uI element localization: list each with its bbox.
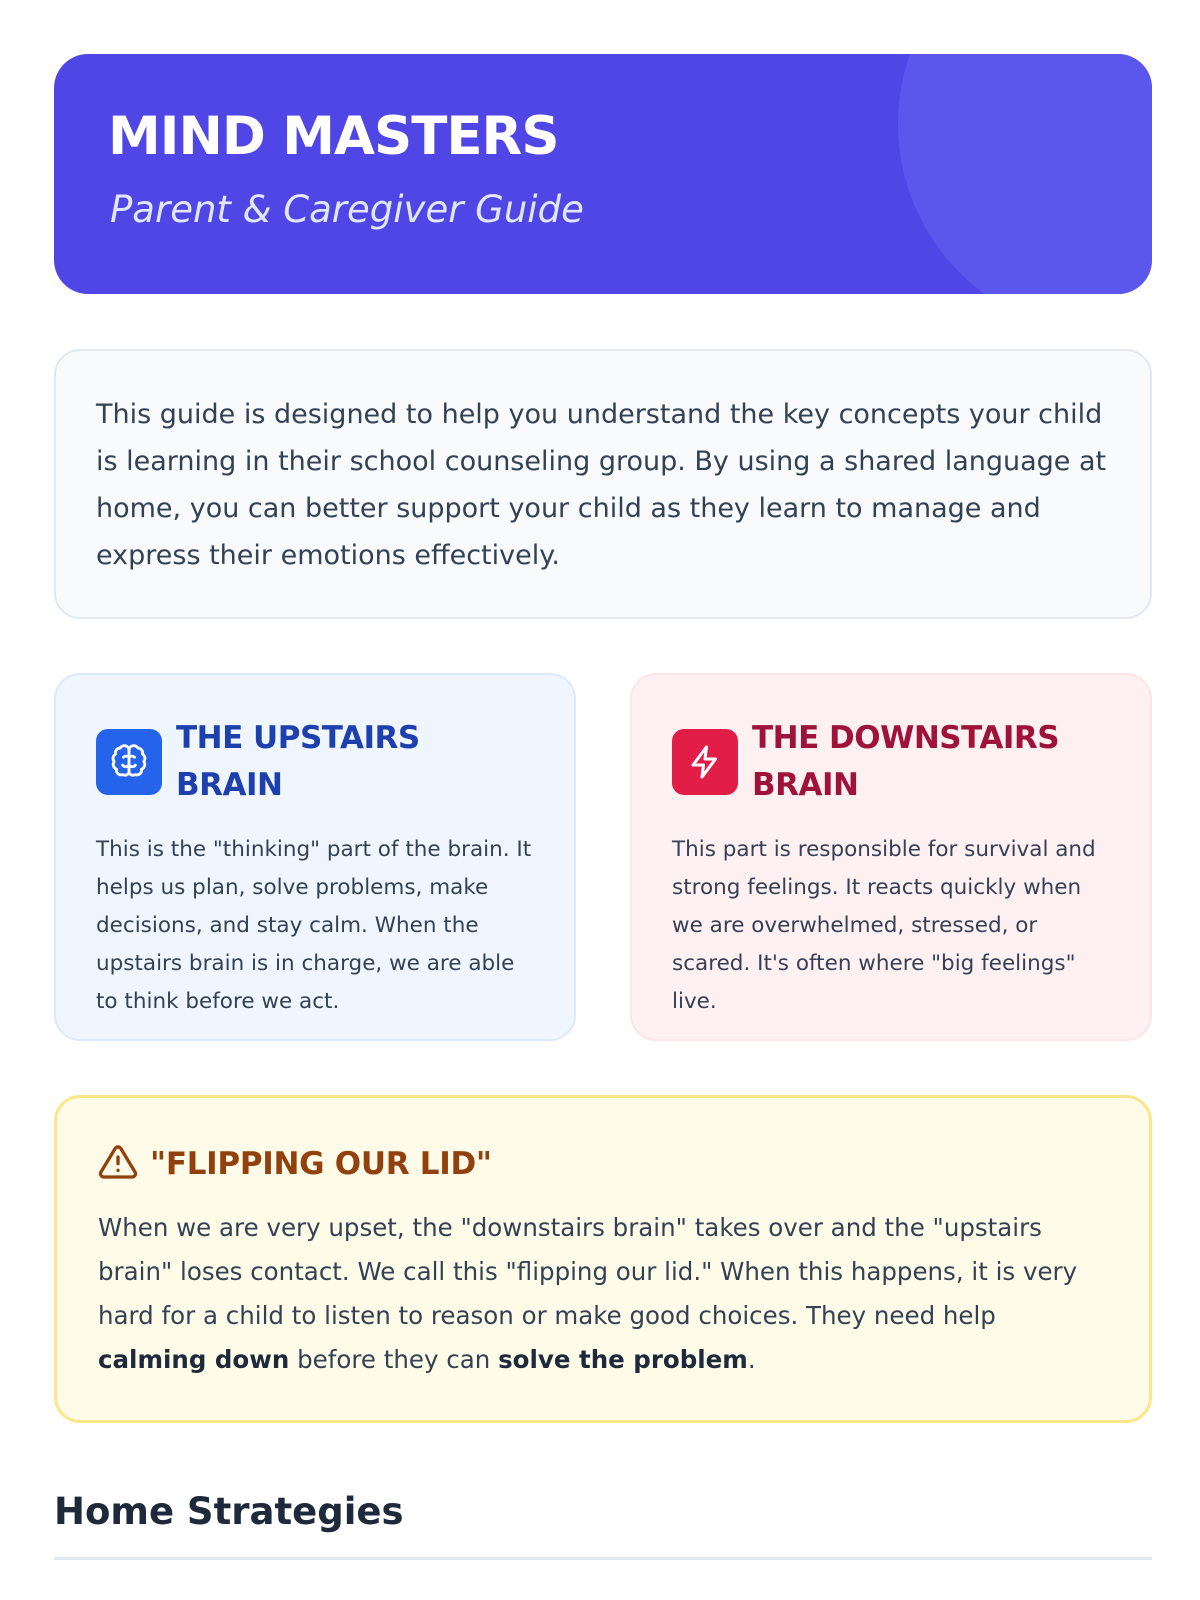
warning-triangle-icon <box>98 1142 138 1186</box>
header-banner <box>54 54 1152 294</box>
upstairs-brain-card <box>54 673 576 1041</box>
section-divider <box>54 1557 1152 1560</box>
downstairs-brain-text: This part is responsible for survival and strong feelings. It reacts quickly when we are overwhelmed, stressed, or scared. It's often where "big feelings" live. <box>672 837 1096 1014</box>
lightning-icon <box>672 729 738 795</box>
banner-decorative-circle <box>898 54 1152 294</box>
downstairs-brain-header <box>672 715 1112 809</box>
page-title: MIND MASTERS <box>108 106 559 167</box>
intro-text: This guide is designed to help you understand the key concepts your child is learning in their school counseling group. By using a shared language at home, you can better support your child as they learn to manage and express their emotions effectively. <box>96 399 1107 571</box>
page-subtitle: Parent & Caregiver Guide <box>110 188 584 231</box>
upstairs-brain-title: THE UPSTAIRS BRAIN <box>176 720 420 803</box>
flipping-lid-text-part: before they can <box>289 1345 499 1374</box>
flipping-lid-text <box>98 1206 1109 1382</box>
downstairs-brain-title: THE DOWNSTAIRS BRAIN <box>752 720 1060 803</box>
downstairs-brain-card <box>630 673 1152 1041</box>
intro-box <box>54 349 1152 619</box>
calming-down-emphasis: calming down <box>98 1345 290 1374</box>
brain-icon <box>96 729 162 795</box>
upstairs-brain-text: This is the "thinking" part of the brain. It helps us plan, solve problems, make decisions, and stay calm. When the upstairs brain is in charge, we are able to think before we act. <box>96 837 532 1014</box>
flipping-lid-callout <box>54 1095 1152 1423</box>
solve-problem-emphasis: solve the problem <box>498 1345 748 1374</box>
upstairs-brain-header <box>96 715 536 809</box>
flipping-lid-text-part: When we are very upset, the "downstairs brain" takes over and the "upstairs brain" loses contact. We call this "flipping our lid." When this happens, it is very hard for a child to listen to reason or make good choices. They need help <box>98 1213 1078 1330</box>
flipping-lid-header <box>98 1142 1109 1186</box>
home-strategies-heading: Home Strategies <box>54 1490 404 1533</box>
flipping-lid-title: "FLIPPING OUR LID" <box>150 1146 492 1182</box>
flipping-lid-text-part: . <box>747 1345 756 1374</box>
